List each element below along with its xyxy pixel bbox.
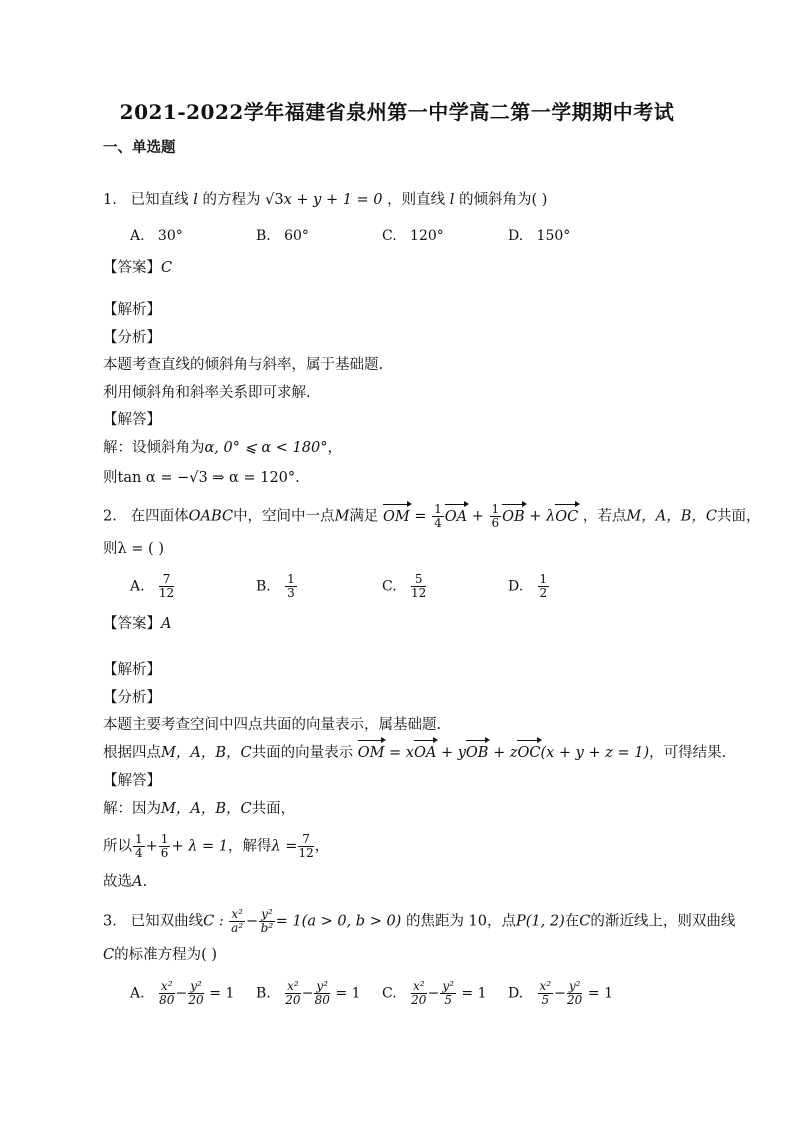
option-a: A. $\frac{7}{12}$	[130, 572, 175, 600]
solution-line: 所以 $\frac{1}{4}$ + $\frac{1}{6}$ + λ = 1，解得λ = $\frac{7}{12}$ ，	[103, 832, 330, 860]
page-title: 2021-2022学年福建省泉州第一中学高二第一学期期中考试	[119, 100, 675, 124]
question-3: 3. 已知双曲线C : $\frac{\text{x²}}{\text{a²}}$ − $\frac{\text{y²}}{\text{b²}}$ = 1(a > 0, b > 0) 的焦距为 10，点P(1, 2)在C的渐近线上，则双曲线	[103, 907, 736, 935]
option-b: B. $\frac{\text{x²}}{20}$ − $\frac{\text{y²}}{80}$ = 1	[256, 979, 361, 1007]
option-d: D. 150°	[508, 228, 571, 244]
option-a: A. 30°	[130, 228, 183, 244]
option-c: C. $\frac{\text{x²}}{20}$ − $\frac{\text{y²}}{5}$ = 1	[382, 979, 487, 1007]
option-a: A. $\frac{\text{x²}}{80}$ − $\frac{\text{y²}}{20}$ = 1	[130, 979, 235, 1007]
section-label: 【解答】	[103, 412, 161, 428]
option-d: D. $\frac{\text{x²}}{5}$ − $\frac{\text{y²}}{20}$ = 1	[508, 979, 613, 1007]
question-number: 3.	[103, 913, 117, 930]
section-label: 【分析】	[103, 690, 161, 706]
solution-line: 故选A.	[103, 874, 148, 890]
option-b: B. 60°	[256, 228, 309, 244]
question-2: 2. 在四面体OABC中，空间中一点M满足 OM = $\frac{1}{4}$ OA + $\frac{1}{6}$ OB + λOC ，若点M，A，B，C共面，	[103, 502, 761, 530]
question-2-line-2: 则λ = ( )	[103, 541, 164, 557]
solution-line: 则tan α = −√3 ⇒ α = 120°.	[103, 470, 300, 486]
math-expression: √3x + y + 1 = 0	[265, 192, 383, 208]
solution-line: 解：因为M，A，B，C共面，	[103, 801, 296, 817]
option-c: C. $\frac{5}{12}$	[382, 572, 427, 600]
question-number: 1.	[103, 192, 117, 208]
analysis-text: 本题主要考查空间中四点共面的向量表示，属基础题.	[103, 717, 442, 733]
answer: 【答案】A	[103, 616, 172, 632]
section-label: 【解答】	[103, 773, 161, 789]
question-number: 2.	[103, 508, 117, 525]
question-1: 1. 已知直线 l 的方程为 √3x + y + 1 = 0 ，则直线 l 的倾斜角为( )	[103, 192, 548, 208]
analysis-text: 本题考查直线的倾斜角与斜率，属于基础题.	[103, 357, 384, 373]
answer: 【答案】C	[103, 260, 173, 276]
analysis-text: 利用倾斜角和斜率关系即可求解.	[103, 385, 311, 401]
option-b: B. $\frac{1}{3}$	[256, 572, 295, 600]
section-label: 【解析】	[103, 662, 161, 678]
solution-line: 解：设倾斜角为α, 0° ⩽ α < 180°，	[103, 440, 342, 456]
section-heading: 一、单选题	[103, 139, 176, 156]
option-d: D. $\frac{1}{2}$	[508, 572, 548, 600]
option-c: C. 120°	[382, 228, 444, 244]
section-label: 【分析】	[103, 330, 161, 346]
question-3-line-2: C的标准方程为( )	[103, 947, 218, 963]
analysis-text: 根据四点M，A，B，C共面的向量表示 OM = xOA + yOB + zOC(x + y + z = 1)，可得结果.	[103, 742, 726, 764]
section-label: 【解析】	[103, 302, 161, 318]
